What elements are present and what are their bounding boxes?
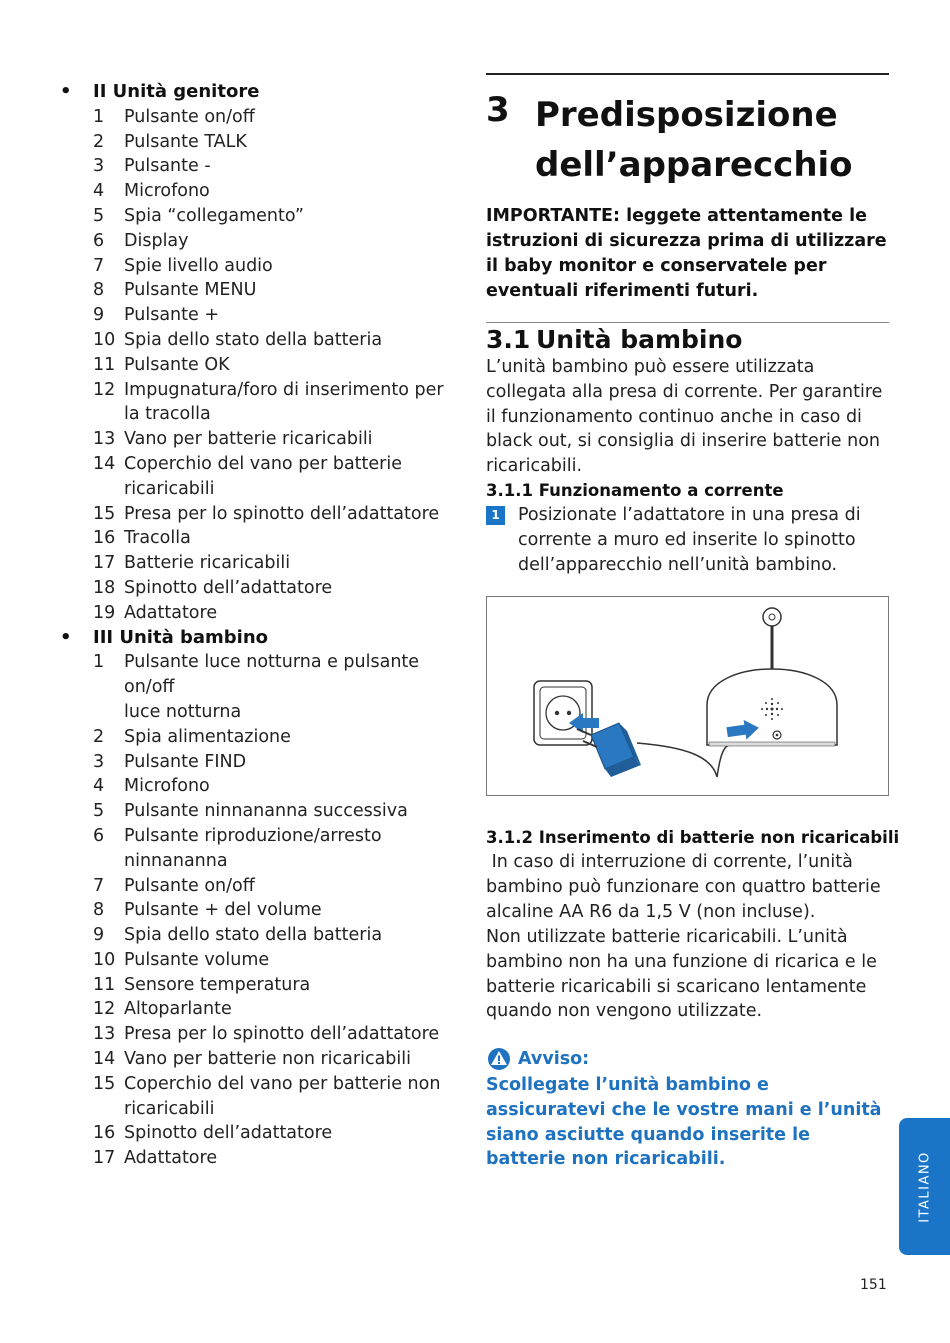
list-item-label: Pulsante OK (124, 354, 230, 375)
list-item-label: Sensore temperatura (124, 974, 311, 995)
list-item (60, 650, 470, 724)
list-item-number: 14 (93, 453, 116, 474)
list-item-label: Microfono (124, 776, 210, 797)
list-item (60, 774, 470, 799)
adapter-cable (637, 743, 739, 777)
warning-icon (486, 1047, 512, 1071)
list-item-number: 1 (93, 652, 105, 673)
list-item-label: Altoparlante (124, 999, 232, 1020)
list-item-label: Pulsante + (124, 305, 219, 326)
list-item-number: 2 (93, 726, 105, 747)
list-item-label: Spia alimentazione (124, 726, 291, 747)
bullet-icon: • (60, 81, 72, 102)
list-item (60, 824, 470, 874)
list-item-number: 8 (93, 900, 105, 921)
list-item-number: 11 (93, 974, 116, 995)
chapter-title: Predisposizione dell’apparecchio (535, 95, 853, 185)
list-item-number: 3 (93, 156, 105, 177)
list-item (60, 1121, 470, 1146)
list-item (60, 427, 470, 452)
list-item (60, 130, 470, 155)
list-item-label: Presa per lo spinotto dell’adattatore (124, 1024, 440, 1045)
list-item-label: Pulsante - (124, 156, 211, 177)
list-item-number: 4 (93, 181, 105, 202)
list-item (60, 973, 470, 998)
list-item (60, 303, 470, 328)
list-item-label: Adattatore (124, 1148, 218, 1169)
list-item-number: 16 (93, 1123, 116, 1144)
list-item-label: Display (124, 230, 189, 251)
section-intro: L’unità bambino può essere utilizzata collegata alla presa di corrente. Per garantire il funzionamento continuo anche in caso di black out, si consiglia di inserire batterie non ricaricabili. (486, 357, 883, 477)
list-item-label: Pulsante volume (124, 949, 270, 970)
list-item (60, 154, 470, 179)
list-item-label: Spie livello audio (124, 255, 273, 276)
list-item-label: Impugnatura/foro di inserimento per la tracolla (124, 379, 444, 425)
list-item-number: 18 (93, 577, 116, 598)
list-item-number: 7 (93, 875, 105, 896)
list-item-number: 13 (93, 429, 116, 450)
battery-info-text: In caso di interruzione di corrente, l’unità bambino può funzionare con quattro batterie alcaline AA R6 da 1,5 V (non incluse). (486, 852, 887, 922)
list-section-heading (60, 80, 470, 105)
list-item-number: 2 (93, 131, 105, 152)
list-item-number: 1 (93, 106, 105, 127)
bullet-icon: • (60, 626, 72, 648)
list-item-label: Presa per lo spinotto dell’adattatore (124, 503, 440, 524)
list-item-number: 5 (93, 801, 105, 822)
section-title: Unità bambino (536, 325, 743, 354)
list-item (60, 997, 470, 1022)
list-item (60, 254, 470, 279)
list-item (60, 948, 470, 973)
list-item (60, 526, 470, 551)
list-item (60, 923, 470, 948)
list-item (60, 1047, 470, 1072)
list-item (60, 551, 470, 576)
language-tab-label: ITALIANO (917, 1150, 932, 1223)
list-item-label: Pulsante TALK (124, 131, 247, 152)
list-item (60, 204, 470, 229)
list-item (60, 874, 470, 899)
list-item-label: Pulsante + del volume (124, 900, 322, 921)
list-item-number: 14 (93, 1049, 116, 1070)
list-item-label: Pulsante riproduzione/arresto ninnananna (124, 825, 382, 871)
list-item-label: Adattatore (124, 602, 218, 623)
list-item-number: 6 (93, 825, 105, 846)
list-item (60, 353, 470, 378)
list-item-number: 15 (93, 1073, 116, 1094)
list-section-heading (60, 626, 470, 651)
list-item-label: Pulsante ninnananna successiva (124, 801, 408, 822)
list-item-number: 17 (93, 553, 116, 574)
battery-warning-text: Non utilizzate batterie ricaricabili. L’unità bambino non ha una funzione di ricarica e le batterie ricaricabili si scaricano lentamente quando non vengono utilizzate. (486, 927, 877, 1022)
important-notice: IMPORTANTE: leggete attentamente le istruzioni di sicurezza prima di utilizzare il baby monitor e conservatele per eventuali riferimenti futuri. (486, 206, 887, 301)
list-item (60, 898, 470, 923)
list-item (60, 105, 470, 130)
list-item-label: Microfono (124, 181, 210, 202)
list-item-label: Spia dello stato della batteria (124, 329, 383, 350)
list-item-label: Vano per batterie ricaricabili (124, 429, 373, 450)
step-text: Posizionate l’adattatore in una presa di corrente a muro ed inserite lo spinotto dell’apparecchio nell’unità bambino. (518, 505, 861, 575)
list-item-label: Pulsante on/off (124, 875, 255, 896)
warning-text: Scollegate l’unità bambino e assicuratevi che le vostre mani e l’unità siano asciutte quando inserite le batterie non ricaricabili. (486, 1075, 882, 1170)
list-item-number: 8 (93, 280, 105, 301)
top-rule (486, 73, 889, 75)
list-item-label: Spia dello stato della batteria (124, 925, 383, 946)
component-list (60, 80, 470, 1171)
list-item-label: Coperchio del vano per batterie ricaricabili (124, 453, 402, 499)
baby-unit-icon (707, 608, 837, 746)
list-item (60, 1146, 470, 1171)
list-item-number: 3 (93, 751, 105, 772)
list-item (60, 576, 470, 601)
list-item-number: 9 (93, 925, 105, 946)
list-item-label: Spinotto dell’adattatore (124, 1123, 333, 1144)
subsection-heading-1: 3.1.1 Funzionamento a corrente (486, 481, 784, 500)
warning-heading (486, 1047, 589, 1071)
list-item-number: 16 (93, 528, 116, 549)
list-item (60, 502, 470, 527)
list-item (60, 1022, 470, 1047)
power-adapter-illustration (486, 596, 889, 796)
list-item-number: 10 (93, 949, 116, 970)
list-item-number: 13 (93, 1024, 116, 1045)
wall-socket-icon (534, 681, 592, 745)
list-item (60, 750, 470, 775)
list-item-number: 19 (93, 602, 116, 623)
list-item-label: Pulsante FIND (124, 751, 247, 772)
list-item-label: Pulsante MENU (124, 280, 257, 301)
list-item-number: 7 (93, 255, 105, 276)
list-item-number: 17 (93, 1148, 116, 1169)
subsection-heading-2: 3.1.2 Inserimento di batterie non ricaricabili (486, 828, 900, 847)
list-item-label: Batterie ricaricabili (124, 553, 291, 574)
section-number: 3.1 (486, 325, 531, 354)
list-item (60, 179, 470, 204)
list-section-title: III Unità bambino (93, 626, 268, 648)
list-item-label: Spinotto dell’adattatore (124, 577, 333, 598)
list-item-number: 4 (93, 776, 105, 797)
list-item (60, 799, 470, 824)
step-1 (486, 503, 891, 577)
page-number: 151 (860, 1277, 887, 1293)
warning-title: Avviso: (518, 1049, 590, 1069)
list-item (60, 229, 470, 254)
list-item-label: Tracolla (124, 528, 191, 549)
list-item-label: Pulsante luce notturna e pulsante on/off luce notturna (124, 652, 420, 722)
list-item-number: 15 (93, 503, 116, 524)
list-section-title: II Unità genitore (93, 81, 260, 102)
list-item-number: 11 (93, 354, 116, 375)
list-item-number: 9 (93, 305, 105, 326)
list-item (60, 278, 470, 303)
list-item-number: 12 (93, 379, 116, 400)
list-item-number: 6 (93, 230, 105, 251)
list-item (60, 452, 470, 502)
chapter-number: 3 (486, 90, 510, 130)
list-item (60, 601, 470, 626)
list-item-number: 12 (93, 999, 116, 1020)
list-item-label: Coperchio del vano per batterie non ricaricabili (124, 1073, 441, 1119)
list-item-number: 10 (93, 329, 116, 350)
list-item-label: Spia “collegamento” (124, 205, 304, 226)
section-heading (486, 322, 742, 358)
list-item (60, 1072, 470, 1122)
list-item-number: 5 (93, 205, 105, 226)
list-item (60, 725, 470, 750)
language-tab (899, 1118, 950, 1255)
step-number-badge: 1 (486, 506, 505, 525)
list-item-label: Vano per batterie non ricaricabili (124, 1049, 411, 1070)
list-item (60, 378, 470, 428)
list-item-label: Pulsante on/off (124, 106, 255, 127)
list-item (60, 328, 470, 353)
